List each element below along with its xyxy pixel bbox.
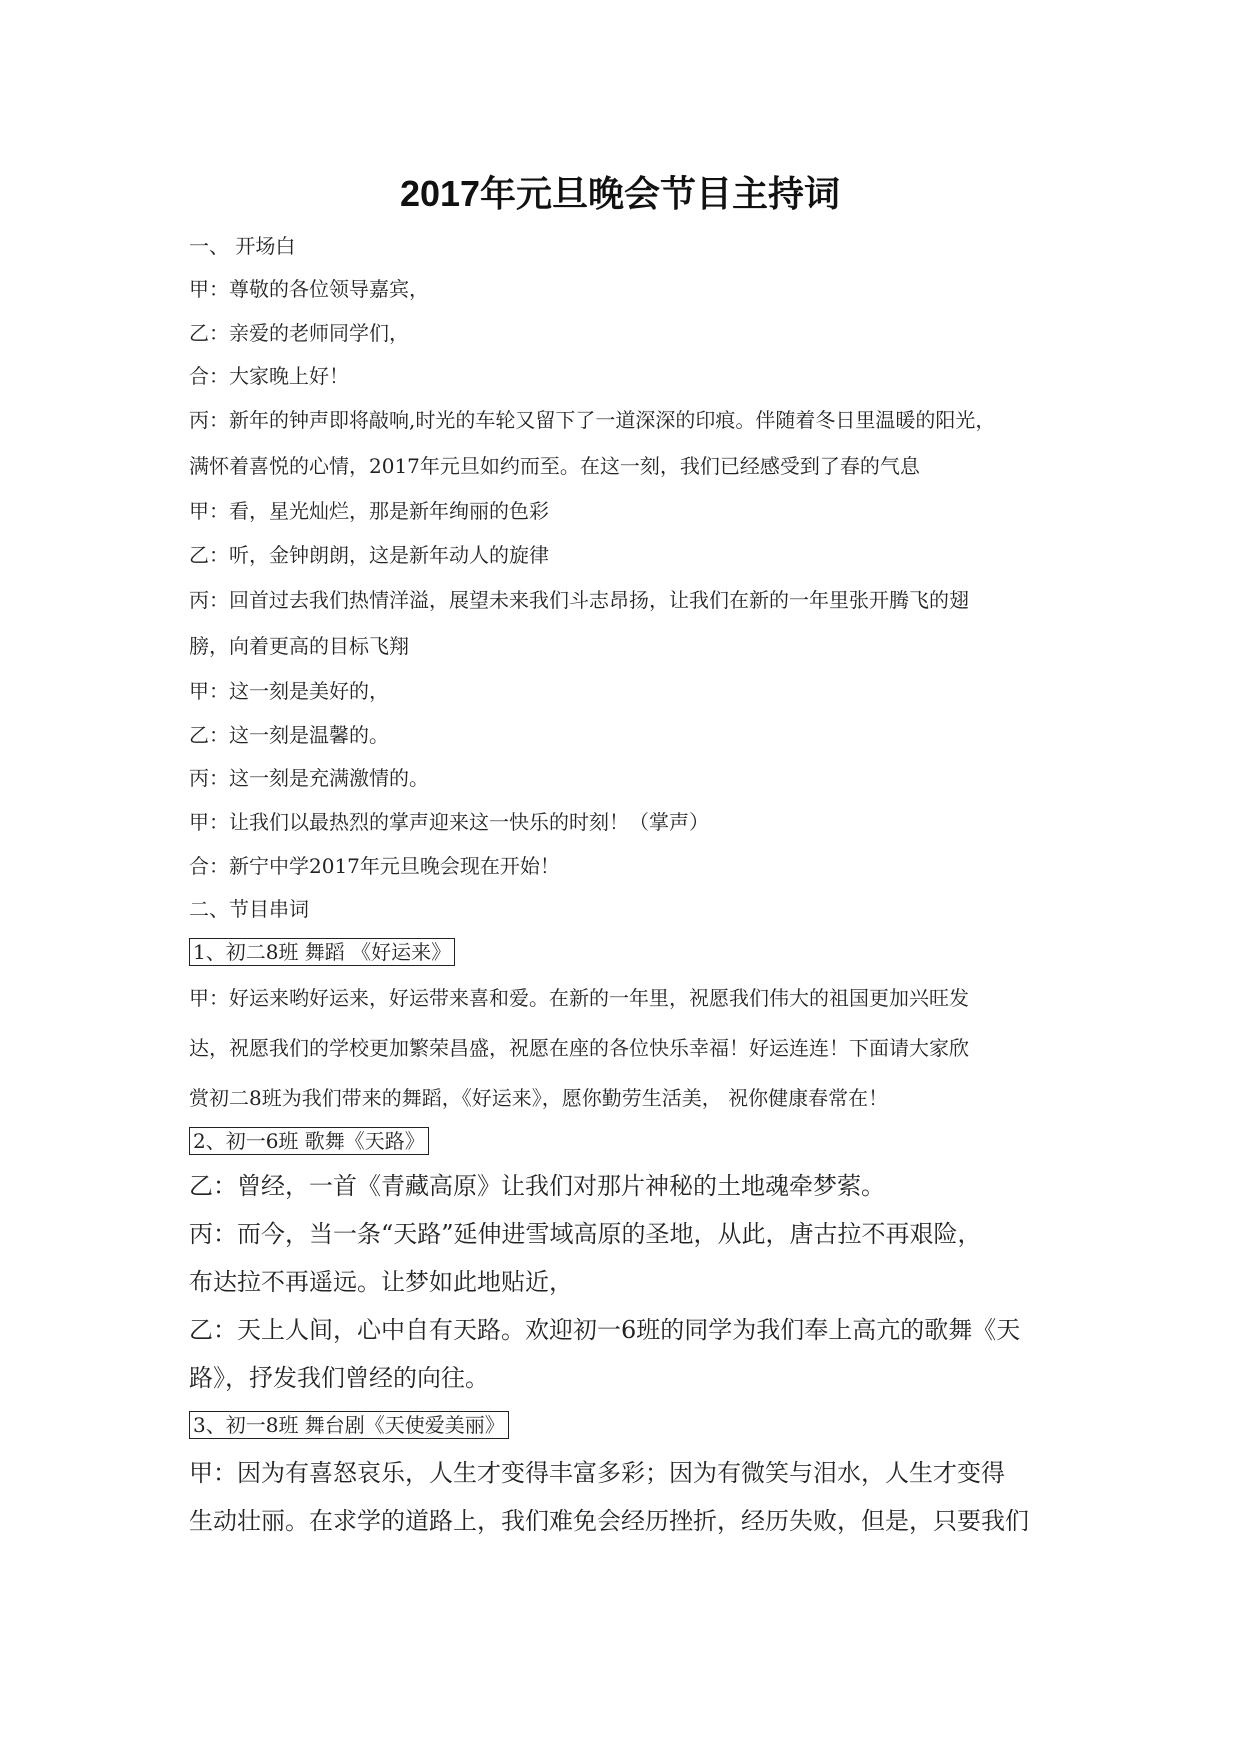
script-line: 乙：听，金钟朗朗，这是新年动人的旋律 [189,543,549,567]
script-line: 甲：看，星光灿烂，那是新年绚丽的色彩 [189,499,549,523]
script-line: 甲：这一刻是美好的， [189,679,389,703]
script-line: 甲：好运来哟好运来，好运带来喜和爱。在新的一年里，祝愿我们伟大的祖国更加兴旺发 [189,986,969,1010]
script-line: 丙：而今，当一条“天路”延伸进雪域高原的圣地，从此，唐古拉不再艰险， [189,1220,982,1248]
script-line: 赏初二8班为我们带来的舞蹈，《好运来》，愿你勤劳生活美， 祝你健康春常在！ [189,1086,889,1110]
script-line: 达，祝愿我们的学校更加繁荣昌盛，祝愿在座的各位快乐幸福！好运连连！下面请大家欣 [189,1036,969,1060]
program-heading-2 [189,1127,429,1155]
script-line: 甲：尊敬的各位领导嘉宾， [189,277,429,301]
script-line: 合：大家晚上好！ [189,364,349,388]
program-heading-box: 2、初一6班 歌舞《天路》 [189,1127,429,1155]
document-title: 2017年元旦晚会节目主持词 [399,173,841,214]
script-line: 合：新宁中学2017年元旦晚会现在开始！ [189,854,560,878]
script-line: 布达拉不再遥远。让梦如此地贴近， [189,1268,573,1296]
script-line: 生动壮丽。在求学的道路上，我们难免会经历挫折，经历失败，但是，只要我们 [189,1507,1029,1535]
script-line: 丙：回首过去我们热情洋溢，展望未来我们斗志昂扬，让我们在新的一年里张开腾飞的翅 [189,588,969,612]
program-heading-box: 1、初二8班 舞蹈 《好运来》 [189,938,455,966]
section-heading-opening: 一、 开场白 [189,234,296,258]
script-line: 乙：这一刻是温馨的。 [189,723,389,747]
script-line: 膀，向着更高的目标飞翔 [189,634,409,658]
script-line: 乙：曾经，一首《青藏高原》让我们对那片神秘的土地魂牵梦萦。 [189,1172,885,1200]
script-line: 甲：让我们以最热烈的掌声迎来这一快乐的时刻！（掌声） [189,810,709,834]
program-heading-3 [189,1411,509,1439]
script-line: 路》，抒发我们曾经的向往。 [189,1364,489,1392]
program-heading-box: 3、初一8班 舞台剧《天使爱美丽》 [189,1411,509,1439]
script-line: 丙：新年的钟声即将敲响,时光的车轮又留下了一道深深的印痕。伴随着冬日里温暖的阳光， [189,408,996,432]
script-line: 乙：天上人间，心中自有天路。欢迎初一6班的同学为我们奉上高亢的歌舞《天 [189,1316,1021,1344]
script-line: 甲：因为有喜怒哀乐，人生才变得丰富多彩；因为有微笑与泪水，人生才变得 [189,1459,1005,1487]
section-heading-programs: 二、节目串词 [189,897,309,921]
script-line: 满怀着喜悦的心情，2017年元旦如约而至。在这一刻，我们已经感受到了春的气息 [189,454,920,478]
script-line: 乙：亲爱的老师同学们， [189,321,409,345]
script-line: 丙：这一刻是充满激情的。 [189,766,429,790]
program-heading-1 [189,938,455,966]
